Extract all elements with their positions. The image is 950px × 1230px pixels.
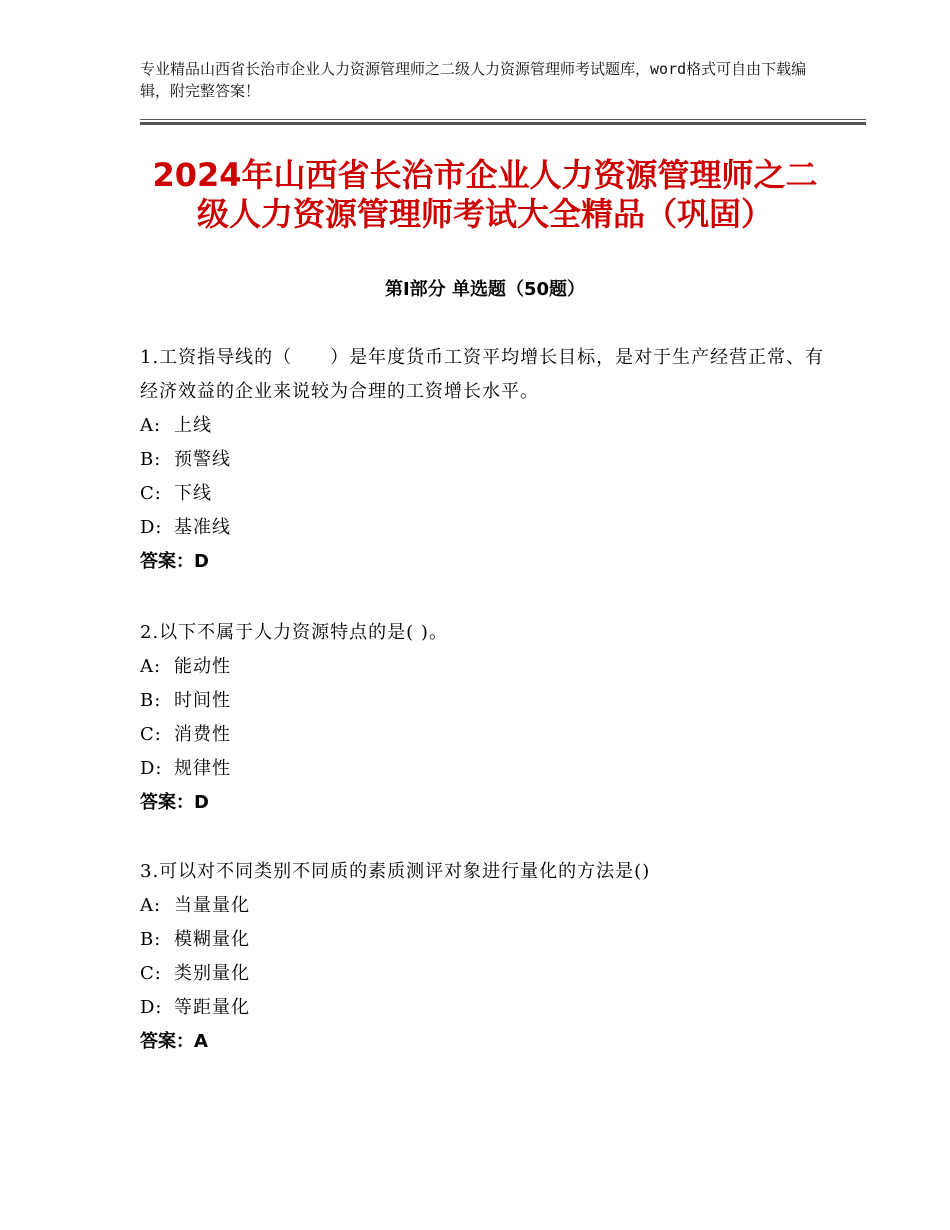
option-letter: B: [140,929,162,950]
answer-key: 答案：D [140,551,209,572]
option-a [140,650,840,684]
option-letter: D: [140,758,163,779]
question-stem: 2.以下不属于人力资源特点的是( )。 [140,622,448,643]
option-d [140,511,840,545]
option-text: 下线 [174,483,212,504]
option-c [140,957,840,991]
question-1 [140,341,840,579]
option-b [140,684,840,718]
question-stem: 3.可以对不同类别不同质的素质测评对象进行量化的方法是() [140,861,651,882]
option-text: 类别量化 [174,963,250,984]
option-letter: D: [140,517,163,538]
option-letter: C: [140,963,162,984]
option-d [140,752,840,786]
option-letter: C: [140,724,162,745]
question-2 [140,616,840,820]
option-a [140,409,840,443]
option-b [140,923,840,957]
answer-key: 答案：D [140,792,209,813]
option-letter: B: [140,690,162,711]
option-c [140,718,840,752]
answer-key: 答案：A [140,1031,208,1052]
document-title: 2024年山西省长治市企业人力资源管理师之二级人力资源管理师考试大全精品（巩固） [152,156,818,233]
option-b [140,443,840,477]
option-text: 当量量化 [174,895,250,916]
option-letter: D: [140,997,163,1018]
option-text: 消费性 [174,724,231,745]
option-text: 预警线 [174,449,231,470]
section-heading: 第Ⅰ部分 单选题（50题） [384,279,585,300]
option-letter: A: [140,415,162,436]
option-letter: A: [140,656,162,677]
option-letter: B: [140,449,162,470]
option-text: 能动性 [174,656,231,677]
option-text: 基准线 [174,517,231,538]
option-text: 时间性 [174,690,231,711]
option-letter: C: [140,483,162,504]
option-text: 上线 [174,415,212,436]
option-text: 等距量化 [174,997,250,1018]
option-c [140,477,840,511]
header-divider-thin [140,119,866,120]
option-d [140,991,840,1025]
option-letter: A: [140,895,162,916]
option-text: 规律性 [174,758,231,779]
question-stem: 1.工资指导线的（ ）是年度货币工资平均增长目标，是对于生产经营正常、有经济效益的企业来说较为合理的工资增长水平。 [140,347,825,402]
page-header-note: 专业精品山西省长治市企业人力资源管理师之二级人力资源管理师考试题库，word格式可自由下载编辑，附完整答案！ [140,60,807,100]
option-a [140,889,840,923]
option-text: 模糊量化 [174,929,250,950]
question-3 [140,855,840,1059]
header-divider-thick [140,122,866,125]
